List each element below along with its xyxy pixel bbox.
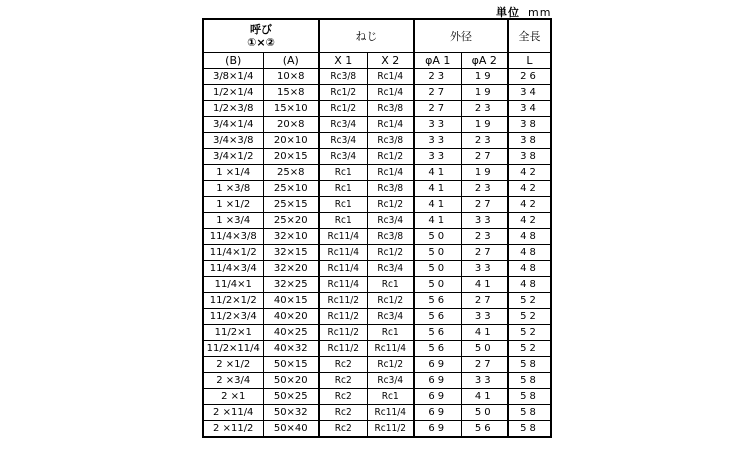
table-row [203,69,551,85]
cell-a: 32×10 [263,229,319,245]
cell-l: 48 [508,277,551,293]
table-row [203,165,551,181]
cell-a2: 19 [461,165,508,181]
cell-x1: Rc11/4 [319,245,367,261]
cell-x1: Rc3/4 [319,149,367,165]
cell-a: 50×20 [263,373,319,389]
spec-table-body [203,69,551,438]
table-row [203,373,551,389]
cell-l: 48 [508,229,551,245]
cell-a: 40×20 [263,309,319,325]
cell-a2: 33 [461,373,508,389]
cell-a: 25×15 [263,197,319,213]
cell-x2: Rc3/8 [367,101,414,117]
cell-l: 42 [508,197,551,213]
cell-x1: Rc2 [319,389,367,405]
cell-a1: 33 [414,149,461,165]
cell-b: 3/4×1/2 [203,149,263,165]
cell-a: 25×20 [263,213,319,229]
cell-a2: 23 [461,229,508,245]
cell-x1: Rc1/2 [319,85,367,101]
cell-l: 38 [508,117,551,133]
cell-a1: 56 [414,309,461,325]
cell-a2: 33 [461,213,508,229]
cell-b: 11/4×1 [203,277,263,293]
cell-a: 25×10 [263,181,319,197]
cell-x2: Rc1/4 [367,69,414,85]
cell-a: 50×32 [263,405,319,421]
cell-b: 1 ×1/2 [203,197,263,213]
cell-a1: 27 [414,85,461,101]
cell-a1: 56 [414,341,461,357]
cell-l: 58 [508,389,551,405]
header-sub-a: (A) [263,53,319,69]
cell-l: 34 [508,85,551,101]
table-row [203,261,551,277]
table-row [203,325,551,341]
cell-x1: Rc11/2 [319,309,367,325]
table-row [203,421,551,438]
cell-a1: 23 [414,69,461,85]
cell-x1: Rc2 [319,373,367,389]
cell-b: 3/4×1/4 [203,117,263,133]
cell-l: 42 [508,213,551,229]
cell-a1: 69 [414,373,461,389]
cell-x2: Rc11/4 [367,405,414,421]
cell-x1: Rc1 [319,165,367,181]
header-sub-b: (B) [203,53,263,69]
cell-x1: Rc11/4 [319,277,367,293]
cell-b: 11/4×3/8 [203,229,263,245]
header-sub-x1: X 1 [319,53,367,69]
header-sub-a1: φA 1 [414,53,461,69]
cell-b: 1/2×3/8 [203,101,263,117]
cell-l: 42 [508,181,551,197]
cell-a2: 19 [461,117,508,133]
cell-x2: Rc1/4 [367,117,414,133]
cell-b: 1 ×1/4 [203,165,263,181]
cell-x1: Rc3/4 [319,117,367,133]
table-row [203,405,551,421]
cell-x1: Rc11/4 [319,261,367,277]
cell-a1: 27 [414,101,461,117]
cell-l: 58 [508,357,551,373]
cell-x1: Rc1 [319,213,367,229]
cell-x2: Rc3/4 [367,373,414,389]
cell-a: 40×25 [263,325,319,341]
cell-a: 50×25 [263,389,319,405]
cell-a2: 27 [461,149,508,165]
cell-l: 52 [508,341,551,357]
header-yobi-line2: ①×② [247,36,275,49]
cell-a1: 33 [414,133,461,149]
cell-a1: 33 [414,117,461,133]
table-row [203,213,551,229]
cell-l: 58 [508,421,551,438]
cell-x1: Rc11/4 [319,229,367,245]
cell-a: 15×10 [263,101,319,117]
table-row [203,341,551,357]
table-row [203,357,551,373]
cell-x1: Rc11/2 [319,325,367,341]
cell-x1: Rc1/2 [319,101,367,117]
cell-a2: 19 [461,69,508,85]
cell-l: 38 [508,133,551,149]
cell-a: 40×32 [263,341,319,357]
cell-a: 20×10 [263,133,319,149]
cell-a1: 69 [414,357,461,373]
cell-l: 58 [508,405,551,421]
cell-x2: Rc1/2 [367,197,414,213]
cell-l: 58 [508,373,551,389]
cell-x2: Rc1/2 [367,357,414,373]
cell-l: 52 [508,325,551,341]
cell-x2: Rc1/4 [367,165,414,181]
header-sub-a2: φA 2 [461,53,508,69]
cell-b: 1/2×1/4 [203,85,263,101]
table-row [203,389,551,405]
cell-b: 11/4×3/4 [203,261,263,277]
cell-a2: 27 [461,357,508,373]
cell-a2: 23 [461,181,508,197]
cell-b: 11/4×1/2 [203,245,263,261]
cell-b: 11/2×1 [203,325,263,341]
header-zencho: 全長 [508,19,551,53]
cell-b: 11/2×1/2 [203,293,263,309]
cell-b: 2 ×1 [203,389,263,405]
cell-l: 38 [508,149,551,165]
cell-a: 32×20 [263,261,319,277]
cell-x1: Rc2 [319,357,367,373]
cell-x2: Rc11/4 [367,341,414,357]
table-row [203,181,551,197]
cell-a2: 23 [461,101,508,117]
cell-x2: Rc3/4 [367,309,414,325]
cell-b: 1 ×3/8 [203,181,263,197]
cell-a2: 33 [461,309,508,325]
cell-a1: 69 [414,389,461,405]
spec-table-header [203,19,551,69]
cell-a2: 33 [461,261,508,277]
cell-l: 52 [508,309,551,325]
cell-b: 2 ×3/4 [203,373,263,389]
cell-a2: 41 [461,277,508,293]
cell-x2: Rc1 [367,325,414,341]
cell-b: 2 ×11/2 [203,421,263,438]
cell-x2: Rc1/4 [367,85,414,101]
table-row [203,117,551,133]
cell-a1: 41 [414,165,461,181]
cell-a: 50×15 [263,357,319,373]
cell-l: 26 [508,69,551,85]
cell-a2: 27 [461,245,508,261]
cell-a: 32×25 [263,277,319,293]
table-row [203,277,551,293]
cell-a1: 56 [414,325,461,341]
cell-a1: 69 [414,405,461,421]
cell-x2: Rc1/2 [367,149,414,165]
table-row [203,149,551,165]
cell-a2: 41 [461,389,508,405]
header-sub-x2: X 2 [367,53,414,69]
cell-x2: Rc11/2 [367,421,414,438]
cell-x2: Rc1 [367,277,414,293]
cell-a: 20×8 [263,117,319,133]
cell-a1: 41 [414,181,461,197]
cell-a2: 27 [461,197,508,213]
cell-a1: 41 [414,213,461,229]
cell-a2: 23 [461,133,508,149]
header-gaikei: 外径 [414,19,508,53]
table-row [203,101,551,117]
header-yobi-line1: 呼び [250,23,272,36]
cell-l: 52 [508,293,551,309]
cell-a: 10×8 [263,69,319,85]
cell-a2: 27 [461,293,508,309]
cell-x2: Rc3/4 [367,261,414,277]
header-yobi [203,19,319,53]
cell-x2: Rc1/2 [367,293,414,309]
header-sub-l: L [508,53,551,69]
cell-a2: 19 [461,85,508,101]
cell-b: 3/4×3/8 [203,133,263,149]
cell-a1: 50 [414,277,461,293]
cell-a: 20×15 [263,149,319,165]
cell-x2: Rc3/8 [367,133,414,149]
cell-x1: Rc1 [319,181,367,197]
cell-x2: Rc3/8 [367,181,414,197]
cell-x1: Rc2 [319,405,367,421]
cell-a2: 50 [461,405,508,421]
header-neji: ねじ [319,19,414,53]
unit-value: mm [528,6,552,19]
cell-a1: 41 [414,197,461,213]
cell-x1: Rc11/2 [319,341,367,357]
table-row [203,133,551,149]
cell-l: 34 [508,101,551,117]
cell-a1: 50 [414,261,461,277]
cell-a: 50×40 [263,421,319,438]
cell-a1: 69 [414,421,461,438]
cell-x1: Rc3/8 [319,69,367,85]
cell-a: 40×15 [263,293,319,309]
cell-b: 2 ×1/2 [203,357,263,373]
cell-x2: Rc1 [367,389,414,405]
table-row [203,85,551,101]
cell-a: 15×8 [263,85,319,101]
unit-label-text: 単位 [496,6,520,19]
cell-l: 48 [508,245,551,261]
cell-x1: Rc3/4 [319,133,367,149]
cell-l: 48 [508,261,551,277]
spec-table [202,18,552,438]
cell-a1: 50 [414,245,461,261]
cell-x2: Rc3/8 [367,229,414,245]
cell-b: 11/2×3/4 [203,309,263,325]
cell-x1: Rc1 [319,197,367,213]
cell-x2: Rc3/4 [367,213,414,229]
table-row [203,197,551,213]
cell-a2: 50 [461,341,508,357]
cell-x1: Rc2 [319,421,367,438]
cell-a: 32×15 [263,245,319,261]
cell-b: 1 ×3/4 [203,213,263,229]
cell-b: 3/8×1/4 [203,69,263,85]
table-row [203,245,551,261]
cell-x2: Rc1/2 [367,245,414,261]
cell-a1: 56 [414,293,461,309]
cell-a2: 41 [461,325,508,341]
cell-a2: 56 [461,421,508,438]
cell-a: 25×8 [263,165,319,181]
table-row [203,293,551,309]
cell-b: 11/2×11/4 [203,341,263,357]
table-row [203,229,551,245]
cell-l: 42 [508,165,551,181]
cell-x1: Rc11/2 [319,293,367,309]
cell-a1: 50 [414,229,461,245]
cell-b: 2 ×11/4 [203,405,263,421]
table-row [203,309,551,325]
